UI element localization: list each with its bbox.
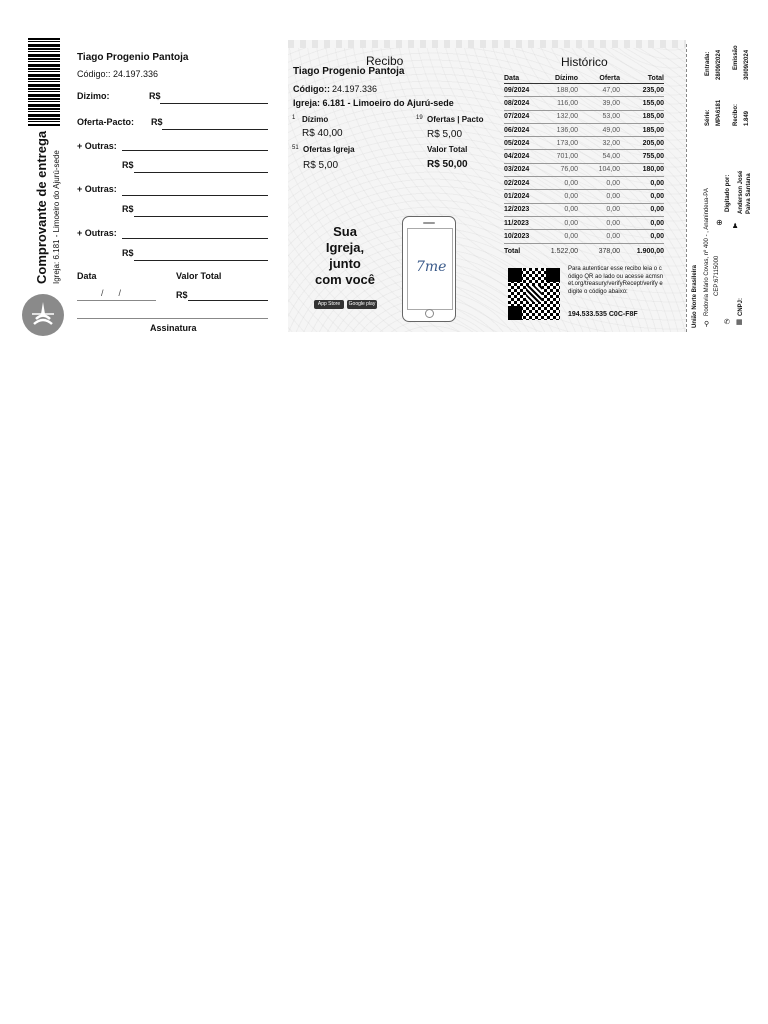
history-cell-oferta: 53,00 bbox=[578, 110, 620, 123]
history-cell-dizimo: 0,00 bbox=[538, 190, 578, 203]
side-cnpj: CNPJ: bbox=[738, 297, 744, 316]
history-cell-dizimo: 188,00 bbox=[538, 84, 578, 97]
history-title: Histórico bbox=[561, 55, 608, 69]
receipt-ofertas-pacto-num: 19 bbox=[416, 115, 423, 121]
stub-vertical-church: Igreja: 6.181 - Limoeiro do Ajurú-sede bbox=[52, 150, 61, 284]
table-row bbox=[504, 123, 664, 136]
history-cell-oferta: 49,00 bbox=[578, 123, 620, 136]
table-row bbox=[504, 110, 664, 123]
stub-data-label: Data bbox=[77, 271, 97, 281]
slogan-line-2: Igreja, bbox=[325, 240, 365, 255]
location-icon: ⚲ bbox=[704, 321, 710, 328]
history-cell-total: 0,00 bbox=[620, 190, 664, 203]
history-header-dizimo: Dízimo bbox=[538, 73, 578, 84]
side-org: União Norte Brasileira bbox=[692, 264, 698, 328]
history-cell-dizimo: 0,00 bbox=[538, 230, 578, 243]
slogan-line-4: com você bbox=[315, 272, 375, 287]
history-cell-oferta: 39,00 bbox=[578, 97, 620, 110]
history-cell-dizimo: 0,00 bbox=[538, 177, 578, 190]
table-row bbox=[504, 230, 664, 243]
history-cell-oferta: 0,00 bbox=[578, 216, 620, 229]
table-row bbox=[504, 190, 664, 203]
table-row bbox=[504, 163, 664, 176]
history-cell-date: 06/2024 bbox=[504, 123, 538, 136]
table-row bbox=[504, 177, 664, 190]
table-row bbox=[504, 84, 664, 97]
stub-dizimo-currency: R$ bbox=[149, 91, 161, 101]
receipt-valor-total-value: R$ 50,00 bbox=[427, 159, 468, 170]
stub-outras-value-line-2[interactable] bbox=[134, 216, 268, 217]
stub-dizimo-line[interactable] bbox=[160, 103, 268, 104]
history-cell-total: 0,00 bbox=[620, 177, 664, 190]
history-cell-total: 0,00 bbox=[620, 216, 664, 229]
app-logo: 7me bbox=[416, 259, 447, 275]
history-cell-date: Total bbox=[504, 248, 521, 256]
history-cell-date: 02/2024 bbox=[504, 177, 538, 190]
barcode bbox=[28, 38, 60, 126]
stub-outras-line-3[interactable] bbox=[122, 238, 268, 239]
history-cell-date: 03/2024 bbox=[504, 163, 538, 176]
side-emissao-value: 30/09/2024 bbox=[744, 49, 750, 80]
history-cell-date: 07/2024 bbox=[504, 110, 538, 123]
history-cell-date: 12/2023 bbox=[504, 203, 538, 216]
receipt-ofertas-igreja-label: Ofertas Igreja bbox=[303, 145, 355, 154]
table-row bbox=[504, 150, 664, 163]
stub-outras-label-3: + Outras: bbox=[77, 228, 117, 238]
side-digitado-value: Anderson José Paiva Santana bbox=[738, 170, 752, 214]
history-cell-oferta: 104,00 bbox=[578, 163, 620, 176]
receipt-code-label: Código:: bbox=[293, 84, 330, 94]
side-serie-value: MPA6181 bbox=[716, 99, 722, 126]
history-cell-oferta: 0,00 bbox=[578, 177, 620, 190]
phone-call-icon: ✆ bbox=[724, 319, 730, 326]
table-row bbox=[504, 137, 664, 150]
history-cell-dizimo: 136,00 bbox=[538, 123, 578, 136]
building-icon: ▦ bbox=[736, 319, 743, 326]
history-cell-dizimo: 701,00 bbox=[538, 150, 578, 163]
stub-outras-currency-3: R$ bbox=[122, 248, 134, 258]
stub-outras-value-line-1[interactable] bbox=[134, 172, 268, 173]
history-cell-date: 11/2023 bbox=[504, 216, 538, 229]
stub-oferta-label: Oferta-Pacto: bbox=[77, 117, 135, 127]
history-cell-oferta: 0,00 bbox=[578, 203, 620, 216]
table-row bbox=[504, 216, 664, 229]
side-recibo-label: Recibo: bbox=[733, 103, 739, 126]
history-total-row bbox=[504, 243, 664, 258]
stub-code: Código:: 24.197.336 bbox=[77, 69, 159, 79]
history-cell-oferta: 54,00 bbox=[578, 150, 620, 163]
slogan bbox=[306, 224, 384, 288]
history-cell-total: 185,00 bbox=[620, 123, 664, 136]
receipt-ofertas-pacto-value: R$ 5,00 bbox=[427, 129, 463, 140]
auth-text: Para autenticar esse recibo leia o código QR ao lado ou acesse acmsnet.org/treasury/verifyRecept/verify e digite o código abaixo: bbox=[568, 266, 664, 295]
stub-signature-label: Assinatura bbox=[150, 323, 197, 333]
slogan-line-1: Sua bbox=[333, 224, 357, 239]
phone-screen bbox=[407, 228, 453, 310]
history-cell-dizimo: 0,00 bbox=[538, 203, 578, 216]
history-cell-dizimo: 173,00 bbox=[538, 137, 578, 150]
receipt-dizimo-num: 1 bbox=[292, 115, 296, 121]
receipt-ofertas-igreja-value: R$ 5,00 bbox=[303, 160, 339, 171]
stub-outras-value-line-3[interactable] bbox=[134, 260, 268, 261]
history-cell-total: 235,00 bbox=[620, 84, 664, 97]
table-row bbox=[504, 203, 664, 216]
history-cell-dizimo: 132,00 bbox=[538, 110, 578, 123]
history-header-data: Data bbox=[504, 73, 538, 84]
history-table bbox=[504, 73, 664, 258]
stub-signature-line[interactable] bbox=[77, 318, 268, 319]
side-digitado-label: Digitado por: bbox=[725, 174, 731, 212]
side-entrada-label: Entrada: bbox=[705, 51, 711, 76]
side-emissao-label: Emissão bbox=[733, 45, 739, 70]
globe-icon: ⊕ bbox=[716, 218, 723, 227]
history-cell-oferta: 32,00 bbox=[578, 137, 620, 150]
history-cell-date: 01/2024 bbox=[504, 190, 538, 203]
history-cell-total: 185,00 bbox=[620, 110, 664, 123]
phone-speaker bbox=[423, 222, 435, 224]
receipt-church: Igreja: 6.181 - Limoeiro do Ajurú-sede bbox=[293, 98, 454, 108]
side-entrada-value: 28/09/2024 bbox=[716, 49, 722, 80]
history-header-oferta: Oferta bbox=[578, 73, 620, 84]
receipt-edge bbox=[288, 40, 686, 48]
history-cell-total: 180,00 bbox=[620, 163, 664, 176]
stub-valor-total-currency: R$ bbox=[176, 290, 188, 300]
side-recibo-value: 1.849 bbox=[744, 110, 750, 126]
history-header-row bbox=[504, 73, 664, 84]
auth-code: 194.533.535 C0C-F8F bbox=[568, 311, 638, 318]
side-serie-label: Série: bbox=[705, 109, 711, 126]
qr-code[interactable] bbox=[508, 268, 560, 320]
table-row bbox=[504, 97, 664, 110]
history-cell-date: 04/2024 bbox=[504, 150, 538, 163]
history-cell-dizimo: 76,00 bbox=[538, 163, 578, 176]
stub-date-slashes: / / bbox=[101, 288, 122, 298]
stub-outras-label-1: + Outras: bbox=[77, 141, 117, 151]
history-cell-total: 205,00 bbox=[620, 137, 664, 150]
stub-outras-currency-2: R$ bbox=[122, 204, 134, 214]
history-header-total: Total bbox=[620, 73, 664, 84]
user-icon: ♟ bbox=[732, 223, 739, 230]
history-cell-oferta: 0,00 bbox=[578, 190, 620, 203]
history-cell-dizimo: 0,00 bbox=[538, 216, 578, 229]
side-cep: CEP:67115000 bbox=[714, 255, 720, 296]
receipt-ofertas-igreja-num: 51 bbox=[292, 145, 299, 151]
history-cell-oferta: 378,00 bbox=[598, 248, 620, 256]
history-cell-dizimo: 1.522,00 bbox=[550, 248, 578, 256]
stub-dizimo-label: Dizimo: bbox=[77, 91, 110, 101]
stub-outras-label-2: + Outras: bbox=[77, 184, 117, 194]
stub-valor-total-line[interactable] bbox=[188, 300, 268, 301]
side-address: Rodovia Mário Covas, nº 400 - , Ananindeua-PA bbox=[704, 188, 710, 316]
receipt-ofertas-pacto-label: Ofertas | Pacto bbox=[427, 115, 484, 124]
church-logo-icon bbox=[22, 294, 64, 336]
history-cell-date: 09/2024 bbox=[504, 84, 538, 97]
history-cell-oferta: 47,00 bbox=[578, 84, 620, 97]
receipt-name: Tiago Progenio Pantoja bbox=[293, 66, 405, 77]
receipt-title: Recibo bbox=[366, 54, 404, 68]
history-cell-date: 10/2023 bbox=[504, 230, 538, 243]
receipt-code-value: 24.197.336 bbox=[332, 84, 378, 94]
stub-outras-line-2[interactable] bbox=[122, 195, 268, 196]
stub-date-line[interactable] bbox=[77, 300, 156, 301]
history-cell-date: 05/2024 bbox=[504, 137, 538, 150]
slogan-line-3: junto bbox=[329, 256, 361, 271]
stub-oferta-line[interactable] bbox=[162, 129, 268, 130]
receipt-dizimo-value: R$ 40,00 bbox=[302, 128, 343, 139]
phone-icon bbox=[402, 216, 456, 322]
app-store-badge[interactable]: App Store bbox=[314, 300, 344, 309]
history-cell-total: 1.900,00 bbox=[636, 248, 664, 256]
history-cell-total: 155,00 bbox=[620, 97, 664, 110]
history-cell-oferta: 0,00 bbox=[578, 230, 620, 243]
history-cell-total: 755,00 bbox=[620, 150, 664, 163]
history-cell-total: 0,00 bbox=[620, 203, 664, 216]
stub-outras-currency-1: R$ bbox=[122, 160, 134, 170]
stub-oferta-currency: R$ bbox=[151, 117, 163, 127]
receipt-dizimo-label: Dízimo bbox=[302, 115, 329, 124]
stub-valor-total-label: Valor Total bbox=[176, 271, 222, 281]
receipt-valor-total-label: Valor Total bbox=[427, 145, 468, 154]
history-cell-date: 08/2024 bbox=[504, 97, 538, 110]
history-cell-dizimo: 116,00 bbox=[538, 97, 578, 110]
google-play-badge[interactable]: Google play bbox=[348, 301, 376, 307]
stub-vertical-title: Comprovante de entrega bbox=[34, 130, 49, 284]
phone-home-button bbox=[425, 309, 434, 318]
stub-name: Tiago Progenio Pantoja bbox=[77, 52, 189, 63]
history-cell-total: 0,00 bbox=[620, 230, 664, 243]
stub-outras-line-1[interactable] bbox=[122, 150, 268, 151]
